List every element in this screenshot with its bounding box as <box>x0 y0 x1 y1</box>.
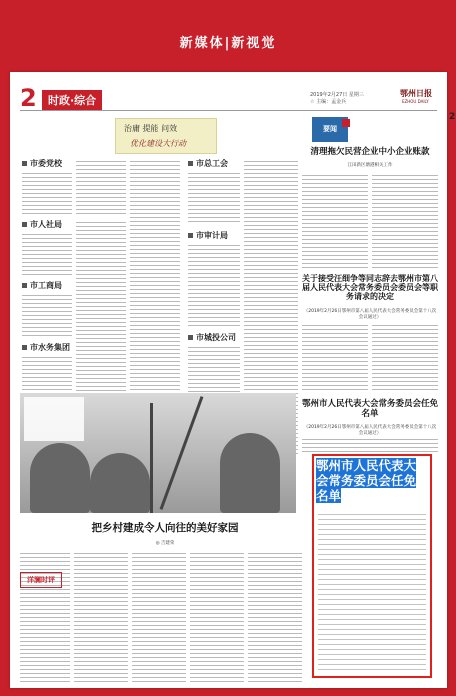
highlight-title-part-c: 名单 <box>316 488 342 503</box>
banner-line1: 治庸 提能 问效 <box>124 124 178 133</box>
article-text[interactable] <box>22 292 72 336</box>
article-text[interactable] <box>302 322 368 392</box>
article-text[interactable] <box>302 172 368 268</box>
right-low-headline[interactable]: 鄂州市人民代表大会常务委员会任免名单 <box>302 399 439 419</box>
article-text[interactable] <box>248 550 302 682</box>
section-head: 市工商局 <box>22 280 62 291</box>
banner-line2: 优化建设大行动 <box>130 139 186 148</box>
bottom-headline[interactable]: 把乡村建成令人向往的美好家园 <box>91 522 239 534</box>
article-text[interactable] <box>188 344 240 392</box>
section-head: 市总工会 <box>188 158 228 169</box>
article-text[interactable] <box>372 172 438 268</box>
highlighted-article-title <box>316 458 428 503</box>
section-head: 市委党校 <box>22 158 62 169</box>
newspaper-logo: 鄂州日报 <box>400 88 432 98</box>
appointment-list <box>318 510 426 670</box>
badge-label: 要闻 <box>323 125 337 133</box>
page-editor: ☆ 主编：孟金兵 <box>310 99 347 105</box>
highlighted-article[interactable] <box>312 454 432 678</box>
right-low-subhead: （2019年2月26日鄂州市第八届人民代表大会常务委员会第十八次会议通过） <box>303 425 437 436</box>
article-text[interactable] <box>74 550 128 682</box>
highlight-title-part-b: 常务委员会任免 <box>328 473 417 488</box>
article-text[interactable] <box>22 170 72 214</box>
article-text[interactable] <box>372 322 438 392</box>
section-head: 市水务集团 <box>22 342 70 353</box>
article-text[interactable] <box>20 550 70 682</box>
section-head: 市人社局 <box>22 219 62 230</box>
news-badge <box>312 117 348 142</box>
right-mid-headline[interactable]: 关于接受汪细争等同志辞去鄂州市第八届人民代表大会常务委员会委员会等职务请求的决定 <box>302 273 438 302</box>
right-top-subhead: 江田新区塘港相关工作 <box>347 163 393 168</box>
highlight-title-part-a: 鄂州市人民代表大会 <box>316 458 417 488</box>
article-text[interactable] <box>22 231 72 275</box>
right-mid-subhead: （2019年2月26日鄂州市第八届人民代表大会常务委员会第十八次会议通过） <box>303 309 437 320</box>
article-text[interactable] <box>132 550 186 682</box>
page-number: 2 <box>20 84 37 112</box>
page-header <box>20 86 437 111</box>
article-text[interactable] <box>190 550 244 682</box>
page-date: 2019年2月27日 星期三 <box>310 92 364 98</box>
next-page-number[interactable]: 2 <box>449 112 456 122</box>
news-photo[interactable] <box>20 393 296 513</box>
column-label: 洋澜时评 <box>20 572 62 588</box>
newspaper-logo-en: EZHOU DAILY <box>402 99 429 104</box>
article-text[interactable] <box>302 436 438 452</box>
photo-caption <box>24 397 84 441</box>
section-head: 市审计局 <box>188 230 228 241</box>
article-text[interactable] <box>76 158 126 214</box>
campaign-banner <box>115 118 217 154</box>
section-head: 市城投公司 <box>188 332 236 343</box>
header-title: 新媒体|新视觉 <box>179 36 277 51</box>
right-top-headline[interactable]: 清理拖欠民营企业中小企业账款 <box>310 147 430 157</box>
app-header <box>0 0 456 72</box>
article-text[interactable] <box>188 170 240 225</box>
article-text[interactable] <box>188 242 240 327</box>
bottom-author: ◎ 吉建荣 <box>155 541 175 546</box>
badge-tag-icon <box>342 119 350 127</box>
page-section: 时政·综合 <box>42 90 102 110</box>
